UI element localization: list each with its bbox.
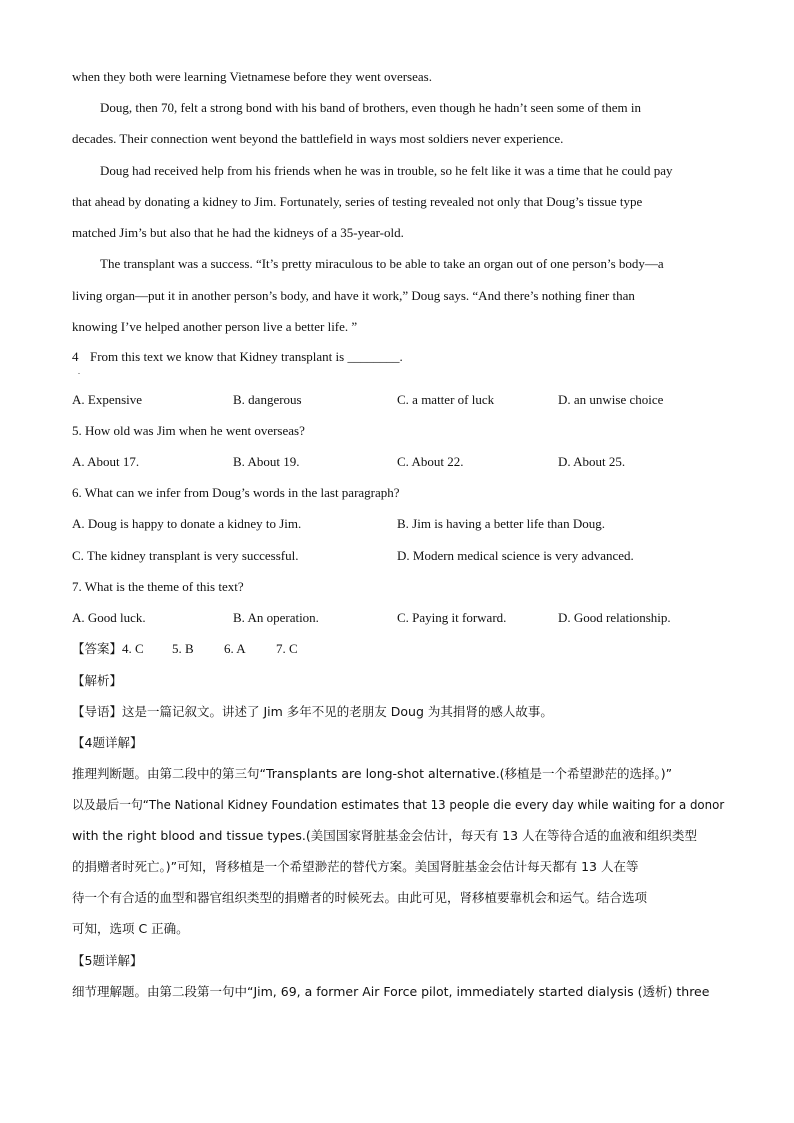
question-5-option-a[interactable]: A. About 17.: [72, 454, 140, 469]
question-6-option-b[interactable]: B. Jim is having a better life than Doug.: [397, 516, 605, 531]
question-7-stem: 7. What is the theme of this text?: [72, 579, 244, 594]
question-4-option-c[interactable]: C. a matter of luck: [397, 392, 495, 407]
q4-detail-heading: 【4题详解】: [72, 735, 143, 750]
question-5-option-c[interactable]: C. About 22.: [397, 454, 464, 469]
passage-line: The transplant was a success. “It’s pretty miraculous to be able to take an organ out of one person’s body—a: [100, 256, 664, 271]
q5-detail-line: 细节理解题。由第二段第一句中“Jim, 69, a former Air Force pilot, immediately started dialysis (透析) three: [72, 984, 710, 999]
question-7-option-a[interactable]: A. Good luck.: [72, 610, 146, 625]
question-4-option-d[interactable]: D. an unwise choice: [558, 392, 664, 407]
q4-detail-line: 的捐赠者时死亡。)”可知，肾移植是一个希望渺茫的替代方案。美国肾脏基金会估计每天都有 13 人在等: [72, 859, 639, 874]
q4-detail-line: 待一个有合适的血型和器官组织类型的捐赠者的时候死去。由此可见，肾移植要靠机会和运气。结合选项: [72, 890, 648, 905]
passage-line: knowing I’ve helped another person live a better life. ”: [72, 319, 358, 334]
question-4-option-b[interactable]: B. dangerous: [233, 392, 302, 407]
question-6-option-a[interactable]: A. Doug is happy to donate a kidney to Jim.: [72, 516, 302, 531]
question-5-option-b[interactable]: B. About 19.: [233, 454, 300, 469]
question-4-stem: From this text we know that Kidney transplant is ________.: [90, 349, 403, 364]
passage-line: when they both were learning Vietnamese before they went overseas.: [72, 69, 432, 84]
q4-detail-line: with the right blood and tissue types.(美国国家肾脏基金会估计，每天有 13 人在等待合适的血液和组织类型: [72, 828, 698, 843]
guide-text: 这是一篇记叙文。讲述了 Jim 多年不见的老朋友 Doug 为其捐肾的感人故事。: [122, 704, 553, 719]
passage-line: matched Jim’s but also that he had the kidneys of a 35-year-old.: [72, 225, 404, 240]
passage-line: living organ—put it in another person’s body, and have it work,” Doug says. “And there’s nothing finer than: [72, 288, 635, 303]
question-4-dot: .: [78, 367, 80, 376]
passage-line: Doug, then 70, felt a strong bond with his band of brothers, even though he hadn’t seen some of them in: [100, 100, 641, 115]
passage-line: that ahead by donating a kidney to Jim. Fortunately, series of testing revealed not only that Doug’s tissue type: [72, 194, 643, 209]
question-4-option-a[interactable]: A. Expensive: [72, 392, 143, 407]
q5-detail-heading: 【5题详解】: [72, 953, 143, 968]
answer-item: 7. C: [276, 641, 298, 656]
question-7-option-c[interactable]: C. Paying it forward.: [397, 610, 507, 625]
answer-item: 6. A: [224, 641, 246, 656]
guide-label: 【导语】: [72, 704, 123, 719]
answer-item: 5. B: [172, 641, 194, 656]
q4-detail-line: 以及最后一句“The National Kidney Foundation estimates that 13 people die every day while waiting for a donor: [72, 797, 725, 812]
question-6-option-d[interactable]: D. Modern medical science is very advanced.: [397, 548, 634, 563]
q4-detail-line: 推理判断题。由第二段中的第三句“Transplants are long-shot alternative.(移植是一个希望渺茫的选择。)”: [72, 766, 673, 781]
answer-row: [72, 641, 298, 657]
q4-detail-line: 可知，选项 C 正确。: [72, 921, 189, 936]
guide-line: [72, 704, 553, 720]
question-6-option-c[interactable]: C. The kidney transplant is very successful.: [72, 548, 299, 563]
answer-label: 【答案】: [72, 641, 123, 656]
passage-line: Doug had received help from his friends when he was in trouble, so he felt like it was a time that he could pay: [100, 163, 673, 178]
question-7-option-d[interactable]: D. Good relationship.: [558, 610, 671, 625]
passage-line: decades. Their connection went beyond the battlefield in ways most soldiers never experience.: [72, 131, 564, 146]
answer-item: 4. C: [122, 641, 144, 656]
question-4-number: 4: [72, 349, 79, 364]
question-5-stem: 5. How old was Jim when he went overseas?: [72, 423, 305, 438]
question-5-option-d[interactable]: D. About 25.: [558, 454, 626, 469]
analysis-heading: 【解析】: [72, 673, 123, 688]
question-7-option-b[interactable]: B. An operation.: [233, 610, 319, 625]
question-6-stem: 6. What can we infer from Doug’s words in the last paragraph?: [72, 485, 400, 500]
